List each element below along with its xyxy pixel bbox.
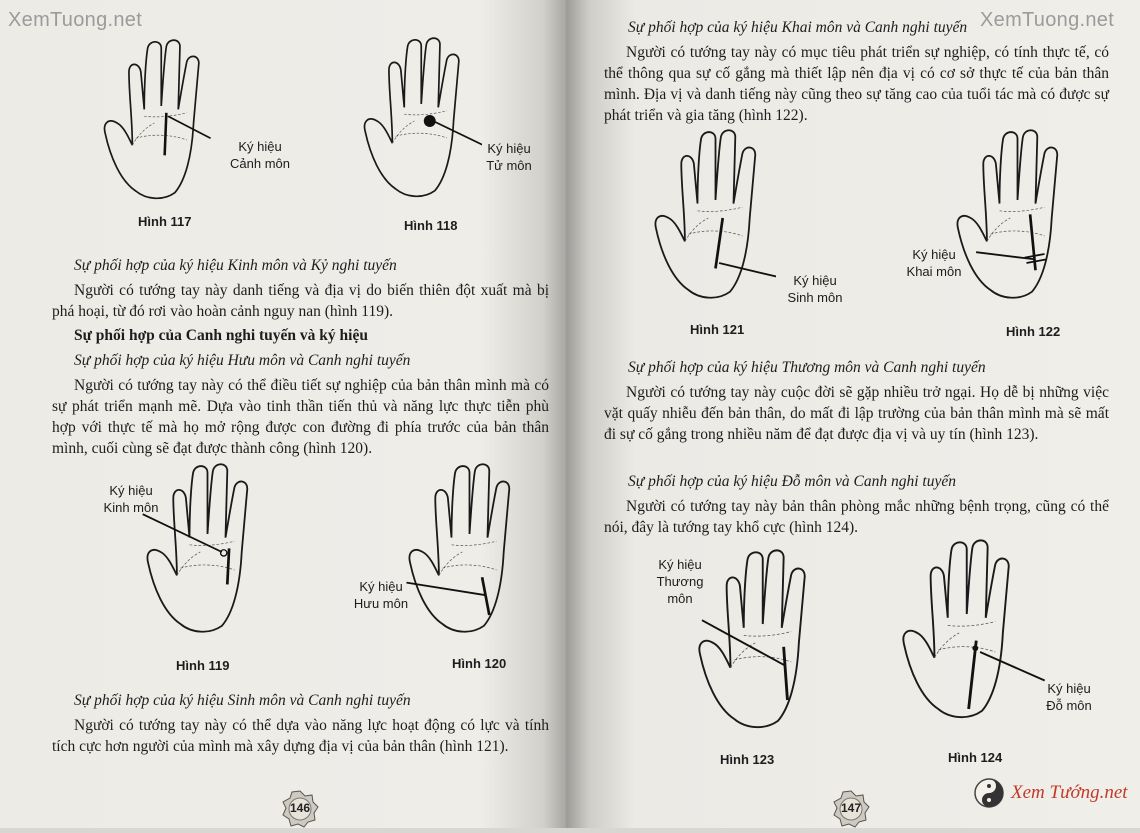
caption-122: Hình 122 xyxy=(1006,324,1061,339)
paragraph-sinh-mon: Người có tướng tay này có thể dựa vào năng lực hoạt động có lực và tính tích cực hơn người của mình mà xây dựng địa vị của bản thân (hình 121). xyxy=(52,717,549,755)
page-number-left xyxy=(281,790,319,828)
label-line: Ký hiệu xyxy=(1047,681,1091,696)
label-line: Sinh môn xyxy=(787,290,843,305)
left-page xyxy=(0,0,566,828)
heading-do-mon: Sự phối hợp của ký hiệu Đỗ môn và Canh nghi tuyến xyxy=(628,473,956,490)
figure-120 xyxy=(352,462,552,678)
label-line: Ký hiệu xyxy=(912,247,956,262)
label-line: Khai môn xyxy=(906,264,962,279)
label-line: Đỗ môn xyxy=(1046,698,1092,713)
paragraph-khai-mon: Người có tướng tay này có mục tiêu phát triển sự nghiệp, có tính thực tế, có thể thông qua sự cố gắng mà thiết lập nên địa vị có cơ sở thực tế của bản thân mình. Địa vị và danh tiếng này cũng theo sự tăng cao của tuổi tác mà có được sự phát triển và gia tăng (hình 122). xyxy=(604,44,1109,124)
hand-118-illustration xyxy=(352,36,482,206)
figure-121 xyxy=(646,128,866,342)
watermark-right: XemTuong.net xyxy=(980,9,1115,31)
right-page xyxy=(566,0,1140,828)
caption-123: Hình 123 xyxy=(720,752,775,767)
label-120 xyxy=(348,578,414,612)
heading-khai-mon: Sự phối hợp của ký hiệu Khai môn và Canh nghi tuyến xyxy=(628,19,968,36)
label-line: Ký hiệu xyxy=(658,557,702,572)
label-122 xyxy=(900,246,968,280)
hand-120-illustration xyxy=(362,462,532,642)
label-line: Thương xyxy=(656,574,704,589)
figure-118 xyxy=(352,36,542,236)
label-line: Ký hiệu xyxy=(487,141,531,156)
label-119 xyxy=(96,482,166,516)
heading-huu-mon: Sự phối hợp của ký hiệu Hưu môn và Canh nghi tuyến xyxy=(74,352,411,369)
heading-kinh-mon: Sự phối hợp của ký hiệu Kinh môn và Kỷ nghi tuyến xyxy=(74,257,397,274)
heading-thuong-mon: Sự phối hợp của ký hiệu Thương môn và Canh nghi tuyến xyxy=(628,359,986,376)
figure-119 xyxy=(100,462,300,678)
label-line: môn xyxy=(667,591,693,606)
caption-121: Hình 121 xyxy=(690,322,745,337)
label-121 xyxy=(780,272,850,306)
figure-123 xyxy=(654,548,874,770)
caption-118: Hình 118 xyxy=(404,218,458,233)
caption-117: Hình 117 xyxy=(138,214,192,229)
paragraph-thuong-mon: Người có tướng tay này cuộc đời sẽ gặp nhiều trở ngại. Họ dễ bị những việc vặt quấy nhiễu đến bản thân, do mất đi lập trường của bản thân mình mà sẽ mất đi sự cố gắng trong nhiều năm để đạt được địa vị và uy tín (hình 123). xyxy=(604,384,1109,443)
label-line: Ký hiệu xyxy=(793,273,837,288)
hand-117-illustration xyxy=(92,38,222,208)
hand-121-illustration xyxy=(646,128,776,308)
figure-122 xyxy=(900,128,1110,342)
label-line: Ký hiệu xyxy=(359,579,403,594)
label-118 xyxy=(474,140,544,174)
caption-124: Hình 124 xyxy=(948,750,1003,765)
caption-119: Hình 119 xyxy=(176,658,230,673)
paragraph-huu-mon: Người có tướng tay này có thể điều tiết sự nghiệp của bản thân mình mà có sự phát triển mạnh mẽ. Dựa vào tinh thần tiến thủ và năng lực thực tiễn phù hợp với thực tế mà họ mở rộng được con đường đi phía trước của bản thân mình, cuối cùng sẽ đạt được thành công (hình 120). xyxy=(52,377,549,457)
heading-sinh-mon: Sự phối hợp của ký hiệu Sinh môn và Canh nghi tuyến xyxy=(74,692,411,709)
label-line: Cảnh môn xyxy=(230,156,290,171)
section-heading: Sự phối hợp của Canh nghi tuyến và ký hiệu xyxy=(74,327,368,344)
caption-120: Hình 120 xyxy=(452,656,507,671)
label-line: Ký hiệu xyxy=(238,139,282,154)
label-line: Tử môn xyxy=(486,158,532,173)
paragraph-do-mon: Người có tướng tay này bản thân phòng mắc những bệnh trọng, cũng có thể nói, đây là tướng tay khổ cực (hình 124). xyxy=(604,498,1109,536)
page-number-right xyxy=(832,790,870,828)
figure-117 xyxy=(92,38,302,228)
watermark-left: XemTuong.net xyxy=(8,9,143,31)
page-number-text: 146 xyxy=(289,801,311,815)
page-number-text: 147 xyxy=(840,801,862,815)
figure-124 xyxy=(896,538,1106,770)
label-line: Kinh môn xyxy=(103,500,159,515)
label-124 xyxy=(1034,680,1104,714)
label-line: Hưu môn xyxy=(353,596,409,611)
paragraph-kinh-mon: Người có tướng tay này danh tiếng và địa vị do biến thiên đột xuất mà bị phá hoại, từ đó rơi vào hoàn cảnh nguy nan (hình 119). xyxy=(52,282,549,320)
yin-yang-icon xyxy=(973,777,1005,809)
hand-122-illustration xyxy=(910,128,1080,308)
label-123 xyxy=(650,556,710,607)
brand-logo xyxy=(973,776,1133,810)
brand-text: Xem Tướng.net xyxy=(1011,782,1128,803)
label-line: Ký hiệu xyxy=(109,483,153,498)
label-117 xyxy=(220,138,300,172)
